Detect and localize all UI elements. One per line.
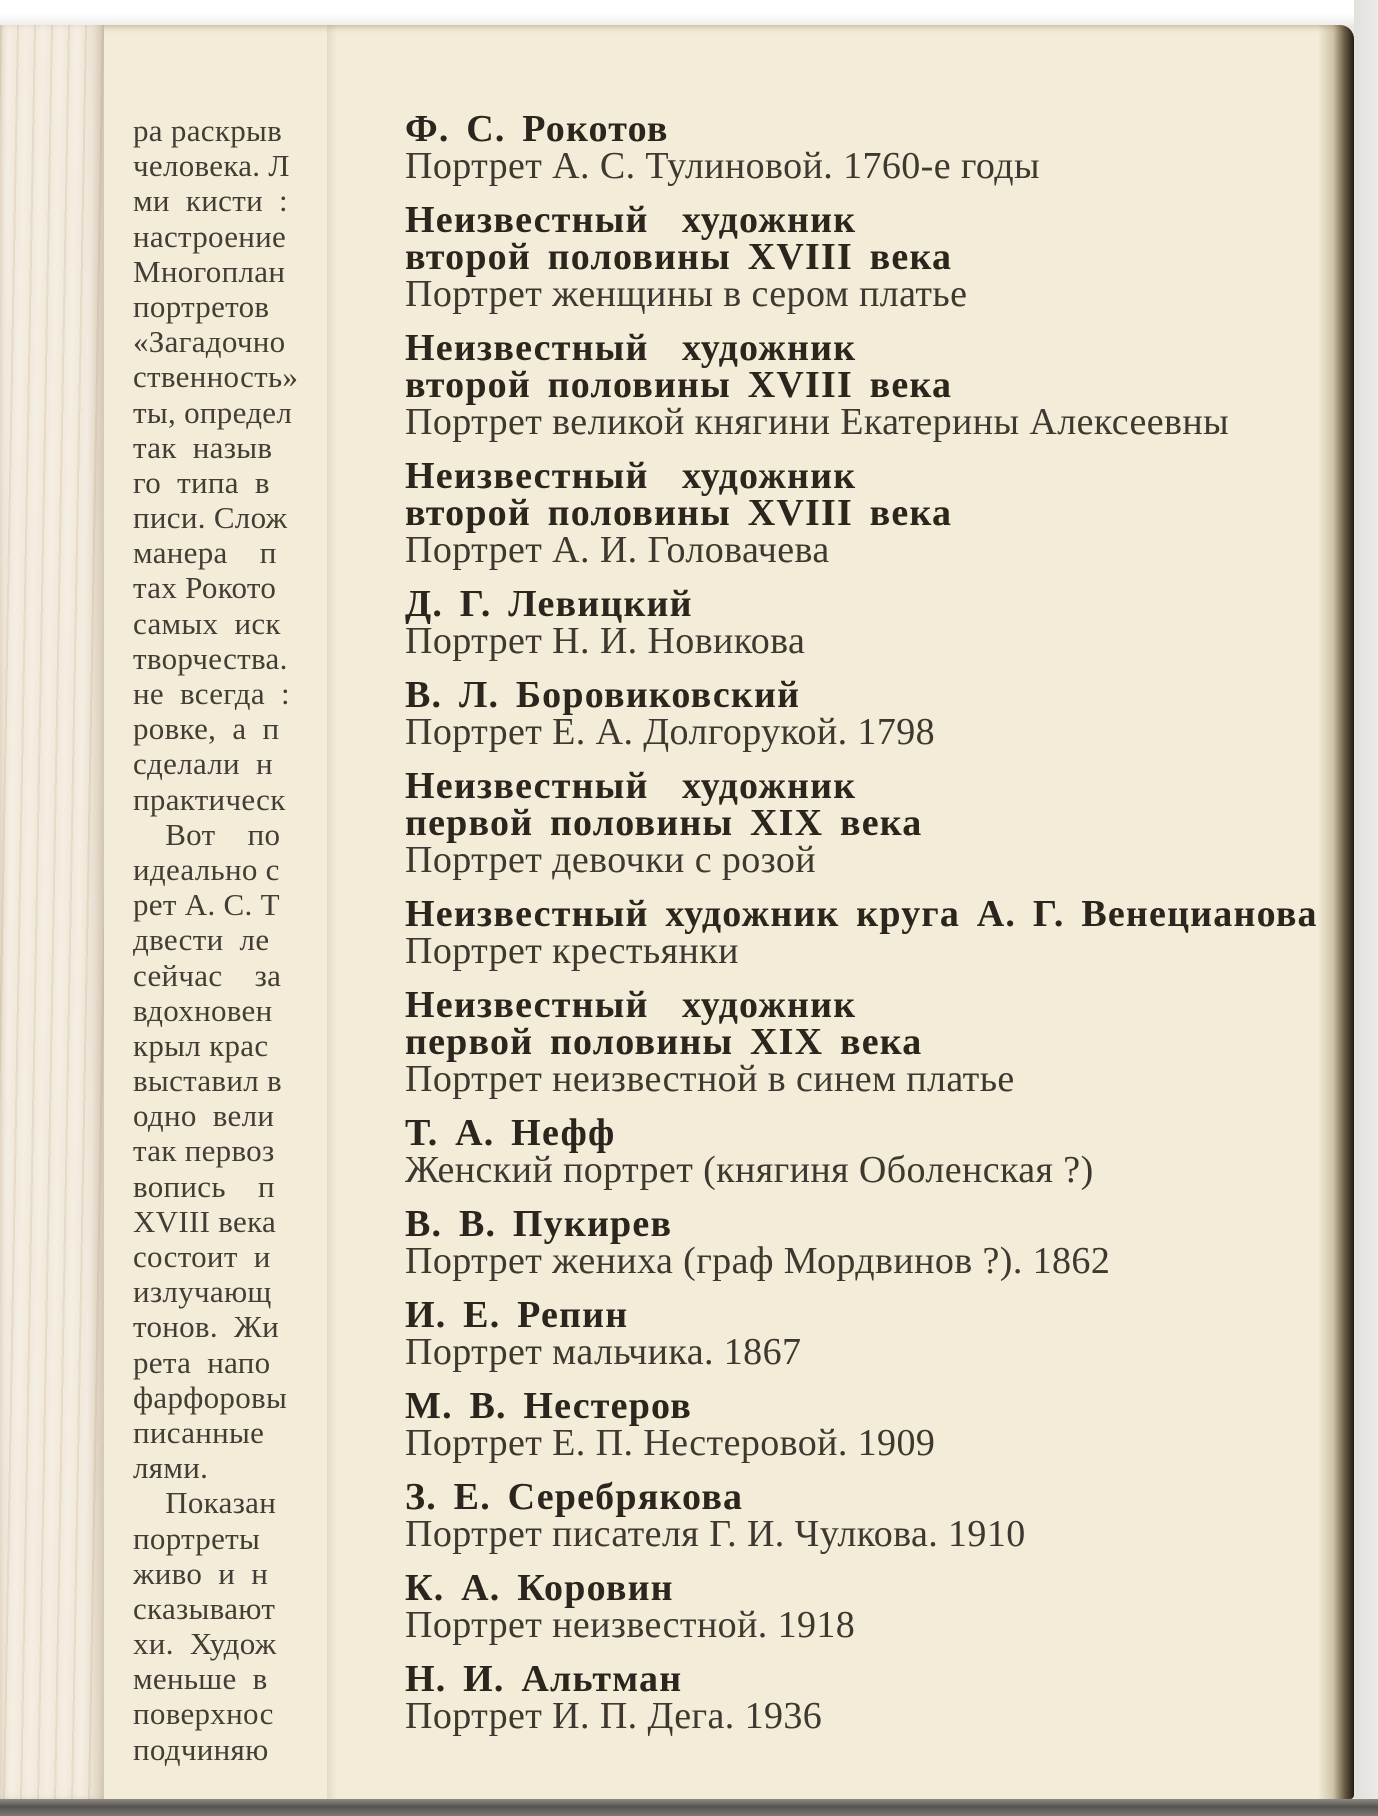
left-page-text-line: писанные: [133, 1414, 265, 1450]
artist-name-line: В. В. Пукирев: [405, 1203, 673, 1245]
artist-name-line: Неизвестный художник: [405, 199, 857, 241]
work-title-line: Портрет жениха (граф Мордвинов ?). 1862: [405, 1240, 1111, 1282]
artist-name-line: И. Е. Репин: [405, 1294, 629, 1336]
work-title-line: Портрет И. П. Дега. 1936: [405, 1695, 823, 1737]
left-page-text-line: го типа в: [133, 464, 270, 500]
artist-name-line: второй половины XVIII века: [405, 492, 953, 534]
work-title-line: Портрет девочки с розой: [405, 839, 816, 881]
left-page-text-line: идеально с: [133, 851, 280, 887]
left-page-text-line: выставил в: [133, 1063, 282, 1099]
catalog-entry: [405, 674, 1355, 753]
artist-name-line: Н. И. Альтман: [405, 1658, 683, 1700]
left-page-text-line: ровке, а п: [133, 711, 280, 747]
left-page-text-line: сделали н: [133, 746, 273, 782]
artist-name-line: Т. А. Нефф: [405, 1112, 616, 1154]
left-page-text-line: двести ле: [133, 922, 270, 958]
catalog-entry: [405, 1476, 1355, 1555]
catalog-entry: [405, 893, 1355, 972]
artist-name-line: М. В. Нестеров: [405, 1385, 693, 1427]
work-title-line: Портрет женщины в сером платье: [405, 273, 968, 315]
artist-name-line: Неизвестный художник: [405, 765, 857, 807]
left-page-text-line: ты, определ: [133, 394, 293, 430]
left-page-text-line: практическ: [133, 781, 286, 817]
work-title-line: Портрет крестьянки: [405, 930, 739, 972]
left-page-text-line: рета напо: [133, 1344, 271, 1380]
catalog-entry: [405, 1294, 1355, 1373]
scan-top-margin: [0, 0, 1378, 25]
catalog-list: [405, 111, 1355, 1781]
catalog-entry: [405, 583, 1355, 662]
scan-right-margin: [1354, 0, 1378, 1816]
catalog-entry: [405, 199, 1355, 315]
left-page-text-line: не всегда :: [133, 676, 290, 711]
left-page-text-line: сейчас за: [133, 957, 282, 993]
artist-name-line: Неизвестный художник: [405, 327, 857, 369]
work-title-line: Портрет А. И. Головачева: [405, 529, 830, 571]
work-title-line: Портрет А. С. Тулиновой. 1760-е годы: [405, 145, 1040, 187]
artist-name-line: первой половины XIX века: [405, 1021, 923, 1063]
left-page-text-line: Вот по: [133, 816, 281, 852]
left-page-text-line: ми кисти :: [133, 183, 288, 219]
catalog-entry: [405, 1567, 1355, 1646]
left-page-text-line: подчиняю: [133, 1731, 269, 1767]
artist-name-line: первой половины XIX века: [405, 802, 923, 844]
catalog-entry: [405, 111, 1355, 185]
artist-name-line: второй половины XVIII века: [405, 236, 953, 278]
left-page-text-line: тах Рокото: [133, 570, 277, 606]
catalog-entry: [405, 1385, 1355, 1464]
left-page-text-line: живо и н: [133, 1555, 269, 1591]
work-title-line: Портрет мальчика. 1867: [405, 1331, 802, 1373]
left-page-text-line: человека. Л: [133, 148, 290, 184]
left-page-text-line: так первоз: [133, 1133, 275, 1169]
artist-name-line: З. Е. Серебрякова: [405, 1476, 744, 1518]
left-page-text-line: тонов. Жи: [133, 1309, 279, 1345]
left-page-text-line: писи. Слож: [133, 500, 288, 536]
artist-name-line: Неизвестный художник круга А. Г. Венецианова: [405, 893, 1318, 935]
left-page-text-line: ственность»: [133, 359, 299, 395]
left-page-text-line: «Загадочно: [133, 324, 286, 360]
catalog-entry: [405, 765, 1355, 881]
left-page-text-line: вдохновен: [133, 992, 273, 1028]
left-page-text-line: хи. Худож: [133, 1626, 277, 1662]
artist-name-line: Неизвестный художник: [405, 455, 857, 497]
artist-name-line: Ф. С. Рокотов: [405, 111, 669, 150]
catalog-entry: [405, 1658, 1355, 1737]
work-title-line: Портрет писателя Г. И. Чулкова. 1910: [405, 1513, 1026, 1555]
left-page-text-line: манера п: [133, 535, 277, 571]
left-page-text-line: излучающ: [133, 1274, 272, 1310]
book-page: [0, 25, 1354, 1799]
catalog-entry: [405, 327, 1355, 443]
artist-name-line: Неизвестный художник: [405, 984, 857, 1026]
artist-name-line: К. А. Коровин: [405, 1567, 674, 1609]
left-page-text-line: так назыв: [133, 429, 273, 465]
work-title-line: Женский портрет (княгиня Оболенская ?): [405, 1149, 1094, 1191]
work-title-line: Портрет Н. И. Новикова: [405, 620, 806, 662]
left-page-text-column: [133, 113, 332, 1781]
work-title-line: Портрет Е. А. Долгорукой. 1798: [405, 711, 936, 753]
artist-name-line: второй половины XVIII века: [405, 364, 953, 406]
left-page-text-line: лями.: [133, 1450, 209, 1486]
left-page-text-line: фарфоровы: [133, 1379, 288, 1415]
page-right-edge-shadow: [1318, 25, 1354, 1799]
work-title-line: Портрет великой княгини Екатерины Алексеевны: [405, 401, 1230, 443]
left-page-text-line: одно вели: [133, 1098, 275, 1134]
left-page-text-line: творчества.: [133, 640, 288, 676]
catalog-entry: [405, 1112, 1355, 1191]
catalog-entry: [405, 1203, 1355, 1282]
left-page-text-line: XVIII века: [133, 1203, 277, 1239]
artist-name-line: Д. Г. Левицкий: [405, 583, 693, 625]
artist-name-line: В. Л. Боровиковский: [405, 674, 801, 716]
catalog-entry: [405, 455, 1355, 571]
work-title-line: Портрет Е. П. Нестеровой. 1909: [405, 1422, 936, 1464]
catalog-entry: [405, 984, 1355, 1100]
page-edge-crinkles: [0, 25, 104, 1799]
left-page-text-line: меньше в: [133, 1661, 268, 1697]
scan-bottom-edge: [0, 1799, 1378, 1816]
left-page-text-line: ра раскрыв: [133, 113, 283, 148]
left-page-text-line: Показан: [133, 1485, 277, 1521]
work-title-line: Портрет неизвестной в синем платье: [405, 1058, 1015, 1100]
left-page-text-line: рет А. С. Т: [133, 887, 280, 923]
left-page-text-line: портреты: [133, 1520, 261, 1556]
left-page-text-line: крыл крас: [133, 1027, 269, 1063]
left-page-text-line: самых иск: [133, 605, 281, 641]
left-page-text-line: сказывают: [133, 1590, 276, 1626]
work-title-line: Портрет неизвестной. 1918: [405, 1604, 856, 1646]
left-page-text-line: портретов: [133, 288, 270, 324]
left-page-text-line: настроение: [133, 218, 287, 254]
left-page-text-line: поверхнос: [133, 1696, 274, 1732]
left-page-text-line: Многоплан: [133, 253, 286, 289]
left-page-text-line: вопись п: [133, 1168, 275, 1204]
left-page-text-line: состоит и: [133, 1239, 271, 1274]
